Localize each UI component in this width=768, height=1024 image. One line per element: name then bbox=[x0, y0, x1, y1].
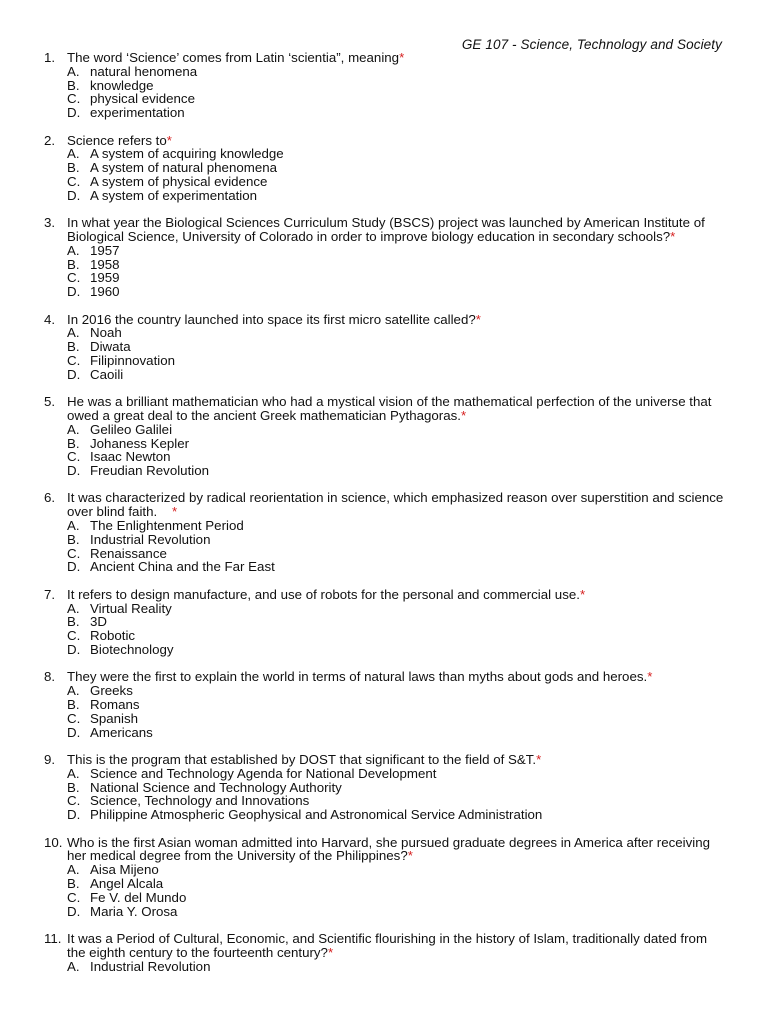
answer-option bbox=[0, 698, 768, 712]
option-letter: C. bbox=[67, 449, 81, 465]
question-number-cell bbox=[0, 670, 67, 684]
question-stem bbox=[0, 670, 768, 684]
option-letter: A. bbox=[67, 862, 80, 878]
answer-option bbox=[0, 285, 768, 299]
option-text: Diwata bbox=[90, 339, 131, 355]
option-text: Fe V. del Mundo bbox=[90, 889, 187, 905]
option-letter: B. bbox=[67, 614, 80, 630]
option-text: Ancient China and the Far East bbox=[90, 559, 275, 575]
question-text: This is the program that established by DOST that significant to the field of S&T. bbox=[67, 752, 537, 768]
option-text: 1959 bbox=[90, 270, 120, 286]
option-text: Virtual Reality bbox=[90, 600, 172, 616]
option-text: knowledge bbox=[90, 77, 154, 93]
answer-option bbox=[0, 340, 768, 354]
answer-option bbox=[0, 794, 768, 808]
answer-option bbox=[0, 244, 768, 258]
question-number: 2. bbox=[44, 132, 56, 148]
question-item bbox=[0, 395, 768, 478]
option-text: Industrial Revolution bbox=[90, 531, 211, 547]
option-text: Isaac Newton bbox=[90, 449, 171, 465]
option-text: Philippine Atmospheric Geophysical and Astronomical Service Administration bbox=[90, 807, 543, 823]
option-text: A system of acquiring knowledge bbox=[90, 146, 284, 162]
option-letter: A. bbox=[67, 421, 80, 437]
required-asterisk: * bbox=[536, 752, 542, 768]
question-text-block bbox=[67, 395, 727, 423]
answer-option bbox=[0, 547, 768, 561]
question-text-block bbox=[67, 932, 727, 960]
question-item bbox=[0, 670, 768, 739]
option-text: Industrial Revolution bbox=[90, 958, 211, 974]
answer-option bbox=[0, 271, 768, 285]
option-letter: A. bbox=[67, 683, 80, 699]
required-asterisk: * bbox=[407, 848, 413, 864]
option-letter: B. bbox=[67, 77, 80, 93]
answer-option bbox=[0, 258, 768, 272]
question-number: 9. bbox=[44, 752, 56, 768]
answer-option bbox=[0, 615, 768, 629]
option-text: Gelileo Galilei bbox=[90, 421, 173, 437]
question-text-block bbox=[67, 134, 727, 148]
option-text: 1960 bbox=[90, 284, 120, 300]
question-number-cell bbox=[0, 836, 67, 864]
option-letter: A. bbox=[67, 325, 80, 341]
option-text: Greeks bbox=[90, 683, 133, 699]
option-letter: A. bbox=[67, 958, 80, 974]
option-letter: A. bbox=[67, 242, 80, 258]
question-item bbox=[0, 313, 768, 382]
answer-option bbox=[0, 189, 768, 203]
answer-option bbox=[0, 92, 768, 106]
option-letter: C. bbox=[67, 352, 81, 368]
answer-option bbox=[0, 437, 768, 451]
option-letter: D. bbox=[67, 105, 81, 121]
question-text: In 2016 the country launched into space its first micro satellite called? bbox=[67, 311, 476, 327]
answer-option bbox=[0, 629, 768, 643]
answer-option bbox=[0, 354, 768, 368]
option-letter: B. bbox=[67, 531, 80, 547]
question-number-cell bbox=[0, 588, 67, 602]
question-item bbox=[0, 134, 768, 203]
question-number: 7. bbox=[44, 586, 56, 602]
question-stem bbox=[0, 216, 768, 244]
answer-option bbox=[0, 106, 768, 120]
option-text: The Enlightenment Period bbox=[90, 518, 244, 534]
option-letter: C. bbox=[67, 710, 81, 726]
option-text: Biotechnology bbox=[90, 642, 174, 658]
question-number: 8. bbox=[44, 669, 56, 685]
option-letter: D. bbox=[67, 366, 81, 382]
option-letter: C. bbox=[67, 545, 81, 561]
required-asterisk: * bbox=[171, 504, 178, 520]
option-letter: C. bbox=[67, 889, 81, 905]
question-number: 5. bbox=[44, 394, 56, 410]
option-text: Robotic bbox=[90, 628, 136, 644]
question-text-block bbox=[67, 670, 727, 684]
answer-option bbox=[0, 147, 768, 161]
option-text: Caoili bbox=[90, 366, 124, 382]
question-stem bbox=[0, 491, 768, 519]
question-number-cell bbox=[0, 395, 67, 423]
answer-option bbox=[0, 808, 768, 822]
option-text: Americans bbox=[90, 724, 153, 740]
option-letter: B. bbox=[67, 256, 80, 272]
option-text: Maria Y. Orosa bbox=[90, 903, 178, 919]
question-number: 6. bbox=[44, 490, 56, 506]
question-text: Science refers to bbox=[67, 132, 167, 148]
option-letter: C. bbox=[67, 628, 81, 644]
option-letter: B. bbox=[67, 339, 80, 355]
answer-option bbox=[0, 560, 768, 574]
answer-option bbox=[0, 519, 768, 533]
answer-option bbox=[0, 175, 768, 189]
option-letter: A. bbox=[67, 63, 80, 79]
question-item bbox=[0, 932, 768, 973]
option-letter: B. bbox=[67, 160, 80, 176]
question-number-cell bbox=[0, 51, 67, 65]
required-asterisk: * bbox=[166, 132, 172, 148]
answer-option bbox=[0, 877, 768, 891]
option-text: Aisa Mijeno bbox=[90, 862, 159, 878]
question-stem bbox=[0, 395, 768, 423]
answer-option bbox=[0, 79, 768, 93]
answer-option bbox=[0, 423, 768, 437]
question-item bbox=[0, 588, 768, 657]
option-letter: D. bbox=[67, 559, 81, 575]
option-letter: D. bbox=[67, 724, 81, 740]
option-text: physical evidence bbox=[90, 91, 195, 107]
answer-option bbox=[0, 450, 768, 464]
answer-option bbox=[0, 863, 768, 877]
question-text-block bbox=[67, 216, 727, 244]
document-header: GE 107 - Science, Technology and Society bbox=[461, 37, 722, 52]
question-stem bbox=[0, 932, 768, 960]
question-number-cell bbox=[0, 753, 67, 767]
option-text: Renaissance bbox=[90, 545, 167, 561]
question-item bbox=[0, 753, 768, 822]
question-text: They were the first to explain the world in terms of natural laws than myths about gods and heroes. bbox=[67, 669, 648, 685]
answer-option bbox=[0, 161, 768, 175]
option-letter: D. bbox=[67, 187, 81, 203]
option-letter: D. bbox=[67, 903, 81, 919]
option-text: A system of experimentation bbox=[90, 187, 258, 203]
question-number: 1. bbox=[44, 50, 56, 65]
question-text-block bbox=[67, 313, 727, 327]
question-number-cell bbox=[0, 313, 67, 327]
question-number: 3. bbox=[44, 215, 56, 231]
answer-option bbox=[0, 767, 768, 781]
option-letter: D. bbox=[67, 463, 81, 479]
required-asterisk: * bbox=[475, 311, 481, 327]
option-text: experimentation bbox=[90, 105, 185, 121]
option-letter: C. bbox=[67, 270, 81, 286]
question-text: It refers to design manufacture, and use of robots for the personal and commercial use. bbox=[67, 586, 580, 602]
question-stem bbox=[0, 753, 768, 767]
question-number: 4. bbox=[44, 311, 56, 327]
required-asterisk: * bbox=[327, 944, 334, 960]
required-asterisk: * bbox=[647, 669, 653, 685]
option-text: natural henomena bbox=[90, 63, 198, 79]
question-item bbox=[0, 836, 768, 919]
option-text: Science, Technology and Innovations bbox=[90, 793, 310, 809]
option-text: Science and Technology Agenda for National Development bbox=[90, 765, 437, 781]
question-text-block bbox=[67, 836, 727, 864]
question-text: Who is the first Asian woman admitted into Harvard, she pursued graduate degrees in America after receiving her medical degree from the University of the Philippines? bbox=[67, 834, 714, 864]
question-text: The word ‘Science’ comes from Latin ‘scientia”, meaning bbox=[67, 50, 400, 65]
question-list bbox=[0, 51, 768, 987]
option-letter: B. bbox=[67, 435, 80, 451]
option-letter: D. bbox=[67, 284, 81, 300]
option-letter: A. bbox=[67, 518, 80, 534]
question-text: He was a brilliant mathematician who had a mystical vision of the mathematical perfection of the universe that owed a great deal to the ancient Greek mathematician Pythagoras. bbox=[67, 394, 716, 423]
option-letter: C. bbox=[67, 793, 81, 809]
option-text: Noah bbox=[90, 325, 122, 341]
question-stem bbox=[0, 588, 768, 602]
answer-option bbox=[0, 602, 768, 616]
question-stem bbox=[0, 313, 768, 327]
answer-option bbox=[0, 891, 768, 905]
question-item bbox=[0, 51, 768, 120]
option-text: Romans bbox=[90, 697, 140, 713]
question-text: It was characterized by radical reorientation in science, which emphasized reason over superstition and science over blind faith. bbox=[67, 490, 728, 520]
question-number: 10. bbox=[44, 834, 63, 850]
question-text-block bbox=[67, 588, 727, 602]
option-text: National Science and Technology Authority bbox=[90, 779, 342, 795]
answer-option bbox=[0, 781, 768, 795]
question-item bbox=[0, 216, 768, 299]
question-text: In what year the Biological Sciences Curriculum Study (BSCS) project was launched by American Institute of Biological Science, University of Colorado in order to improve biology education in secondary schools? bbox=[67, 215, 709, 244]
option-letter: D. bbox=[67, 807, 81, 823]
option-text: A system of physical evidence bbox=[90, 173, 268, 189]
question-stem bbox=[0, 836, 768, 864]
option-text: 1957 bbox=[90, 242, 120, 258]
answer-option bbox=[0, 533, 768, 547]
question-text-block bbox=[67, 753, 727, 767]
answer-option bbox=[0, 464, 768, 478]
required-asterisk: * bbox=[399, 50, 405, 65]
question-number: 11. bbox=[44, 930, 62, 946]
answer-option bbox=[0, 684, 768, 698]
question-number-cell bbox=[0, 216, 67, 244]
question-text-block bbox=[67, 51, 727, 65]
answer-option bbox=[0, 326, 768, 340]
option-letter: C. bbox=[67, 173, 81, 189]
option-letter: D. bbox=[67, 642, 81, 658]
option-text: Angel Alcala bbox=[90, 875, 164, 891]
question-item bbox=[0, 491, 768, 574]
option-text: 3D bbox=[90, 614, 107, 630]
option-text: Spanish bbox=[90, 710, 139, 726]
option-text: Filipinnovation bbox=[90, 352, 176, 368]
answer-option bbox=[0, 712, 768, 726]
answer-option bbox=[0, 726, 768, 740]
option-letter: A. bbox=[67, 765, 80, 781]
option-letter: B. bbox=[67, 697, 80, 713]
option-text: Johaness Kepler bbox=[90, 435, 190, 451]
option-text: A system of natural phenomena bbox=[90, 160, 278, 176]
required-asterisk: * bbox=[460, 407, 467, 423]
option-letter: B. bbox=[67, 875, 80, 891]
question-number-cell bbox=[0, 932, 67, 960]
question-text: It was a Period of Cultural, Economic, and Scientific flourishing in the history of Islam, traditionally dated from the eighth century to the fourteenth century? bbox=[67, 930, 711, 960]
option-letter: A. bbox=[67, 600, 80, 616]
answer-option bbox=[0, 643, 768, 657]
required-asterisk: * bbox=[579, 586, 586, 602]
question-stem bbox=[0, 51, 768, 65]
required-asterisk: * bbox=[670, 228, 676, 244]
question-number-cell bbox=[0, 134, 67, 148]
question-stem bbox=[0, 134, 768, 148]
option-letter: C. bbox=[67, 91, 81, 107]
question-text-block bbox=[67, 491, 727, 519]
option-letter: B. bbox=[67, 779, 80, 795]
answer-option bbox=[0, 905, 768, 919]
question-number-cell bbox=[0, 491, 67, 519]
option-text: Freudian Revolution bbox=[90, 463, 210, 479]
answer-option bbox=[0, 65, 768, 79]
option-letter: A. bbox=[67, 146, 80, 162]
answer-option bbox=[0, 368, 768, 382]
answer-option bbox=[0, 960, 768, 974]
option-text: 1958 bbox=[90, 256, 120, 272]
